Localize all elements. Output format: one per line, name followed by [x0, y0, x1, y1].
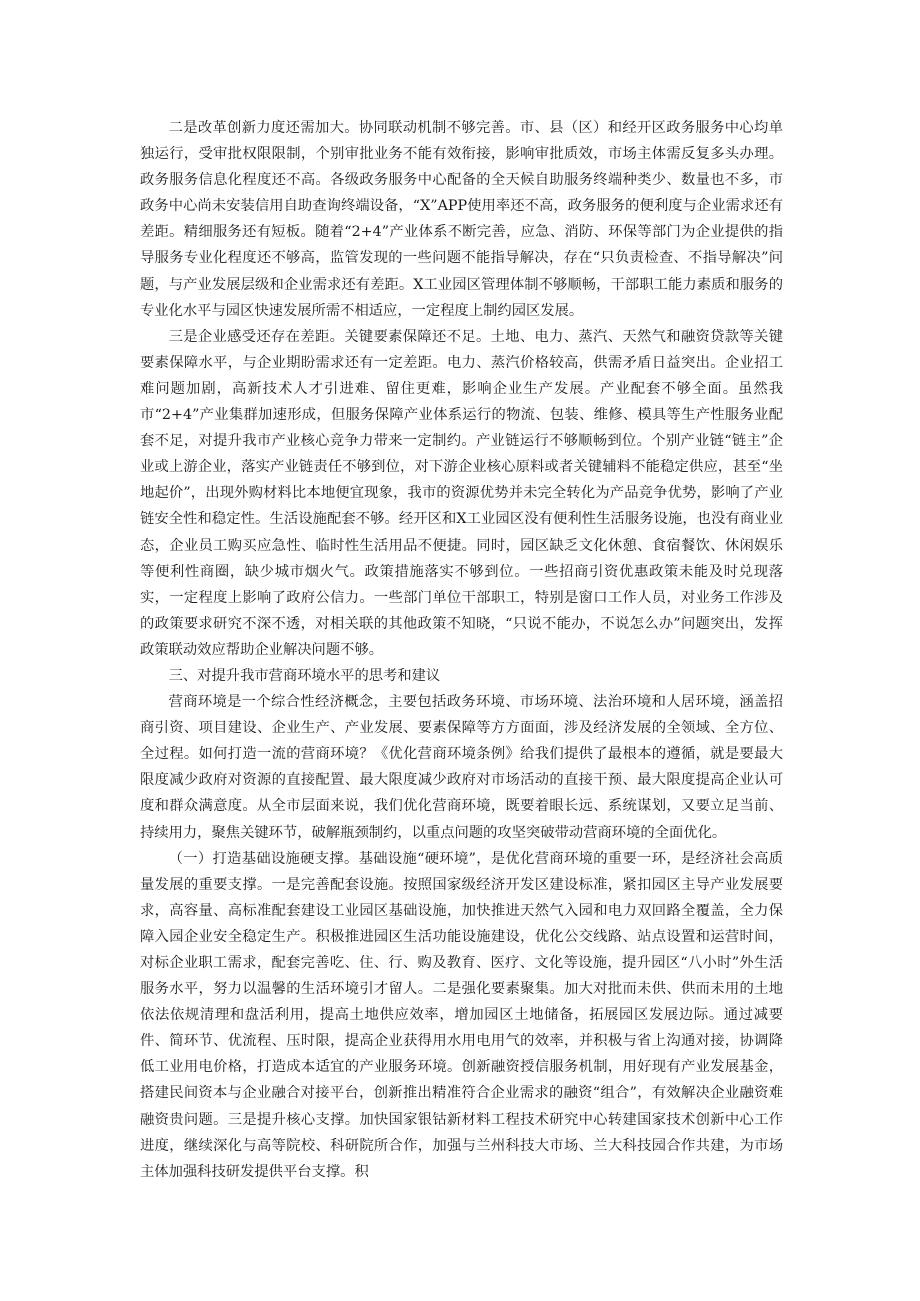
paragraph-business-environment: 营商环境是一个综合性经济概念，主要包括政务环境、市场环境、法治环境和人居环境，涵盖招商引资、项目建设、企业生产、产业发展、要素保障等方方面面，涉及经济发展的全领域、全方位、全过程。如何打造一流的营商环境？《优化营商环境条例》给我们提供了最根本的遵循，就是要最大限度减少政府对资源的直接配置、最大限度减少政府对市场活动的直接干预、最大限度提高企业认可度和群众满意度。从全市层面来说，我们优化营商环境，既要着眼长远、系统谋划，又要立足当前、持续用力，聚焦关键环节，破解瓶颈制约，以重点问题的攻坚突破带动营商环境的全面优化。 — [140, 694, 783, 841]
document-body — [140, 115, 783, 1185]
paragraph-infrastructure-support: （一）打造基础设施硬支撑。基础设施“硬环境”，是优化营商环境的重要一环，是经济社会高质量发展的重要支撑。一是完善配套设施。按照国家级经济开发区建设标准，紧扣园区主导产业发展要求，高容量、高标准配套建设工业园区基础设施，加快推进天然气入园和电力双回路全覆盖，全力保障入园企业安全稳定生产。积极推进园区生活功能设施建设，优化公交线路、站点设置和运营时间，对标企业职工需求，配套完善吃、住、行、购及教育、医疗、文化等设施，提升园区“八小时”外生活服务水平，努力以温馨的生活环境引才留人。二是强化要素聚集。加大对批而未供、供而未用的土地依法依规清理和盘活利用，提高土地供应效率，增加园区土地储备，拓展园区发展边际。通过减要件、简环节、优流程、压时限，提高企业获得用水用电用气的效率，并积极与省上沟通对接，协调降低工业用电价格，打造成本适宜的产业服务环境。创新融资授信服务机制，用好现有产业发展基金，搭建民间资本与企业融合对接平台，创新推出精准符合企业需求的融资“组合”，有效解决企业融资难融资贵问题。三是提升核心支撑。加快国家银钴新材料工程技术研究中心转建国家技术创新中心工作进度，继续深化与高等院校、科研院所合作，加强与兰州科技大市场、兰大科技园合作共建，为市场主体加强科技研发提供平台支撑。积 — [140, 850, 783, 1180]
section-heading-suggestions: 三、对提升我市营商环境水平的思考和建议 — [168, 667, 441, 684]
paragraph-reform-innovation: 二是改革创新力度还需加大。协同联动机制不够完善。市、县（区）和经开区政务服务中心均单独运行，受审批权限限制，个别审批业务不能有效衔接，影响审批质效，市场主体需反复多头办理。政务服务信息化程度还不高。各级政务服务中心配备的全天候自助服务终端种类少、数量也不多，市政务中心尚未安装信用自助查询终端设备，“X”APP使用率还不高，政务服务的便利度与企业需求还有差距。精细服务还有短板。随着“2+4”产业体系不断完善，应急、消防、环保等部门为企业提供的指导服务专业化程度还不够高，监管发现的一些问题不能指导解决，存在“只负责检查、不指导解决”问题，与产业发展层级和企业需求还有差距。X工业园区管理体制不够顺畅，干部职工能力素质和服务的专业化水平与园区快速发展所需不相适应，一定程度上制约园区发展。 — [140, 120, 783, 319]
paragraph-enterprise-experience: 三是企业感受还存在差距。关键要素保障还不足。土地、电力、蒸汽、天然气和融资贷款等关键要素保障水平，与企业期盼需求还有一定差距。电力、蒸汽价格较高，供需矛盾日益突出。企业招工难问题加剧，高新技术人才引进难、留住更难，影响企业生产发展。产业配套不够全面。虽然我市“2+4”产业集群加速形成，但服务保障产业体系运行的物流、包装、维修、模具等生产性服务业配套不足，对提升我市产业核心竞争力带来一定制约。产业链运行不够顺畅到位。个别产业链“链主”企业或上游企业，落实产业链责任不够到位，对下游企业核心原料或者关键辅料不能稳定供应，甚至“坐地起价”，出现外购材料比本地便宜现象，我市的资源优势并未完全转化为产品竞争优势，影响了产业链安全性和稳定性。生活设施配套不够。经开区和X工业园区没有便利性生活服务设施，也没有商业业态，企业员工购买应急性、临时性生活用品不便捷。同时，园区缺乏文化休憩、食宿餐饮、休闲娱乐等便利性商圈，缺少城市烟火气。政策措施落实不够到位。一些招商引资优惠政策未能及时兑现落实，一定程度上影响了政府公信力。一些部门单位干部职工，特别是窗口工作人员，对业务工作涉及的政策要求研究不深不透，对相关联的其他政策不知晓，“只说不能办，不说怎么办”问题突出，发挥政策联动效应帮助企业解决问题不够。 — [140, 328, 783, 658]
